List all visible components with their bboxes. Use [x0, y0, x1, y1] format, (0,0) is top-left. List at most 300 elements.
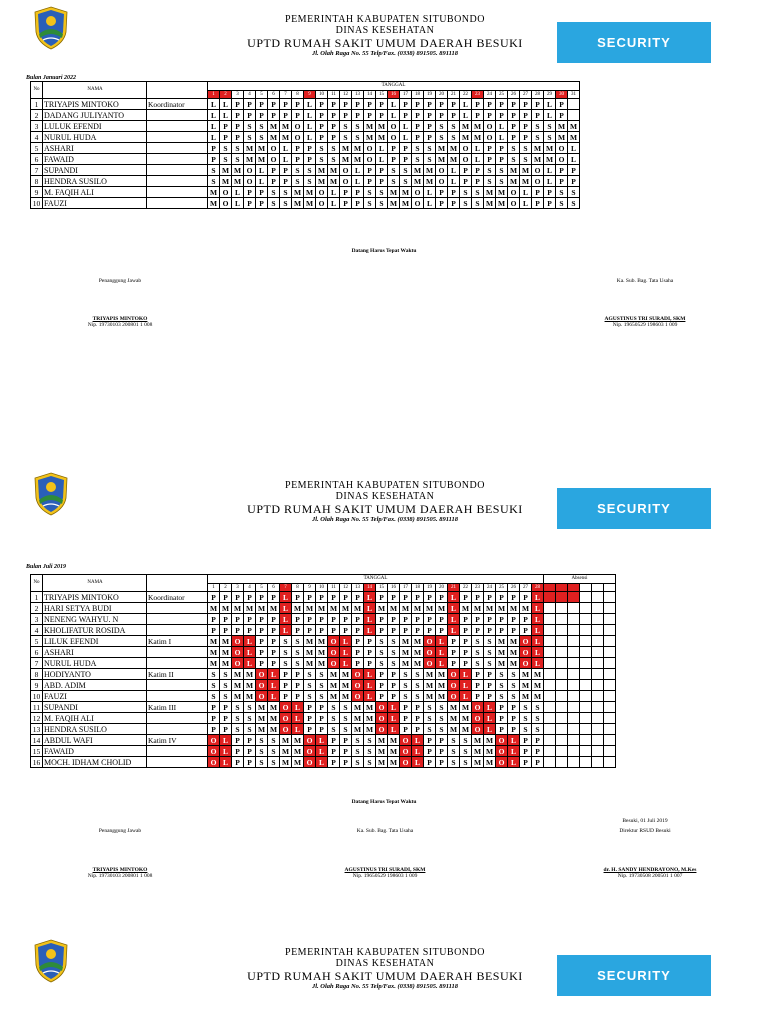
- shift-cell: S: [520, 143, 532, 154]
- shift-cell: L: [532, 603, 544, 614]
- col-role: [147, 575, 208, 592]
- employee-name: FAUZI: [43, 691, 147, 702]
- shift-cell: P: [448, 110, 460, 121]
- shift-cell: P: [388, 592, 400, 603]
- shift-cell: O: [364, 143, 376, 154]
- table-row: [31, 680, 616, 691]
- shift-cell: L: [220, 99, 232, 110]
- shift-cell: M: [532, 669, 544, 680]
- shift-cell: M: [268, 603, 280, 614]
- day-number: 8: [292, 584, 304, 592]
- shift-cell: O: [328, 636, 340, 647]
- shift-cell: M: [496, 658, 508, 669]
- shift-cell: S: [280, 198, 292, 209]
- shift-cell: S: [436, 121, 448, 132]
- shift-cell: M: [352, 702, 364, 713]
- shift-cell: P: [472, 110, 484, 121]
- shift-cell: M: [232, 603, 244, 614]
- shift-cell: P: [520, 757, 532, 768]
- shift-cell: L: [292, 713, 304, 724]
- employee-name: NENENG WAHYU. N: [43, 614, 147, 625]
- shift-cell: P: [436, 110, 448, 121]
- shift-cell: M: [328, 176, 340, 187]
- day-number: 15: [376, 584, 388, 592]
- absensi-cell: [604, 584, 616, 592]
- shift-cell: S: [448, 746, 460, 757]
- shift-cell: S: [244, 713, 256, 724]
- shift-cell: M: [304, 647, 316, 658]
- shift-cell: P: [292, 669, 304, 680]
- shift-cell: O: [256, 691, 268, 702]
- shift-cell: P: [496, 143, 508, 154]
- dept-name: DINAS KESEHATAN: [335, 24, 435, 36]
- gov-name: PEMERINTAH KABUPATEN SITUBONDO: [285, 947, 485, 958]
- table-row: [31, 636, 616, 647]
- shift-cell: S: [220, 143, 232, 154]
- day-number: 3: [232, 91, 244, 99]
- employee-name: LULUK EFENDI: [43, 121, 147, 132]
- shift-cell: L: [340, 636, 352, 647]
- shift-cell: M: [532, 143, 544, 154]
- absensi-cell: [592, 735, 604, 746]
- shift-cell: M: [328, 680, 340, 691]
- shift-cell: S: [256, 735, 268, 746]
- employee-name: NURUL HUDA: [43, 132, 147, 143]
- shift-cell: O: [340, 165, 352, 176]
- employee-role: Katim III: [147, 702, 208, 713]
- absensi-cell: [580, 614, 592, 625]
- shift-cell: S: [244, 702, 256, 713]
- shift-cell: L: [292, 724, 304, 735]
- shift-cell: O: [484, 121, 496, 132]
- shift-cell: S: [400, 691, 412, 702]
- row-number: 1: [31, 592, 43, 603]
- shift-cell: M: [304, 187, 316, 198]
- shift-cell: P: [496, 614, 508, 625]
- shift-cell: L: [412, 757, 424, 768]
- absensi-cell: [604, 592, 616, 603]
- absensi-cell: [592, 691, 604, 702]
- shift-cell: L: [364, 691, 376, 702]
- col-tanggal: TANGGAL: [208, 575, 544, 584]
- shift-cell: S: [508, 691, 520, 702]
- shift-cell: M: [208, 658, 220, 669]
- shift-cell: L: [304, 99, 316, 110]
- shift-cell: P: [532, 99, 544, 110]
- shift-cell: S: [220, 669, 232, 680]
- absensi-cell: [568, 680, 580, 691]
- shift-cell: P: [328, 757, 340, 768]
- shift-cell: P: [376, 99, 388, 110]
- shift-cell: M: [232, 691, 244, 702]
- shift-cell: O: [400, 735, 412, 746]
- shift-cell: P: [364, 176, 376, 187]
- shift-cell: P: [328, 592, 340, 603]
- shift-cell: P: [340, 187, 352, 198]
- day-number: 3: [232, 584, 244, 592]
- shift-cell: S: [448, 121, 460, 132]
- shift-cell: M: [436, 691, 448, 702]
- shift-cell: P: [472, 625, 484, 636]
- employee-role: Koordinator: [147, 592, 208, 603]
- shift-cell: M: [244, 154, 256, 165]
- shift-cell: O: [436, 176, 448, 187]
- shift-cell: M: [412, 647, 424, 658]
- shift-cell: P: [448, 187, 460, 198]
- absensi-cell: [544, 658, 556, 669]
- shift-cell: S: [424, 713, 436, 724]
- shift-cell: P: [340, 110, 352, 121]
- absensi-cell: [592, 757, 604, 768]
- shift-cell: M: [400, 198, 412, 209]
- shift-cell: S: [232, 702, 244, 713]
- shift-cell: P: [460, 165, 472, 176]
- absensi-cell: [568, 592, 580, 603]
- absensi-cell: [604, 603, 616, 614]
- absensi-cell: [604, 669, 616, 680]
- shift-cell: M: [484, 198, 496, 209]
- shift-cell: P: [436, 625, 448, 636]
- shift-cell: M: [400, 187, 412, 198]
- security-badge: SECURITY: [557, 22, 711, 63]
- shift-cell: P: [352, 198, 364, 209]
- month-label: Bulan Juli 2019: [26, 564, 67, 570]
- shift-cell: O: [496, 757, 508, 768]
- employee-role: [147, 746, 208, 757]
- shift-cell: S: [268, 187, 280, 198]
- absensi-cell: [580, 735, 592, 746]
- shift-cell: S: [376, 187, 388, 198]
- shift-cell: S: [364, 198, 376, 209]
- shift-cell: P: [448, 647, 460, 658]
- shift-cell: P: [508, 614, 520, 625]
- shift-cell: L: [268, 680, 280, 691]
- shift-cell: O: [376, 713, 388, 724]
- shift-cell: S: [388, 658, 400, 669]
- table-row: [31, 99, 580, 110]
- shift-cell: L: [220, 757, 232, 768]
- absensi-cell: [556, 669, 568, 680]
- day-number: 21: [448, 91, 460, 99]
- shift-cell: S: [484, 658, 496, 669]
- signer-name: AGUSTINUS TRI SURADI, SKM: [604, 316, 686, 322]
- absensi-cell: [592, 713, 604, 724]
- shift-cell: M: [268, 713, 280, 724]
- shift-cell: L: [292, 702, 304, 713]
- shift-cell: M: [484, 746, 496, 757]
- shift-cell: S: [556, 198, 568, 209]
- absensi-cell: [568, 614, 580, 625]
- shift-cell: O: [364, 154, 376, 165]
- shift-cell: M: [376, 757, 388, 768]
- shift-cell: M: [496, 187, 508, 198]
- absensi-cell: [592, 680, 604, 691]
- shift-cell: M: [244, 691, 256, 702]
- shift-cell: S: [532, 724, 544, 735]
- shift-cell: S: [472, 647, 484, 658]
- shift-cell: S: [256, 121, 268, 132]
- shift-cell: P: [340, 735, 352, 746]
- absensi-cell: [604, 735, 616, 746]
- day-number: 2: [220, 91, 232, 99]
- shift-cell: P: [496, 154, 508, 165]
- shift-cell: P: [208, 614, 220, 625]
- shift-cell: S: [376, 636, 388, 647]
- shift-cell: P: [304, 614, 316, 625]
- shift-cell: P: [304, 713, 316, 724]
- employee-name: M. FAQIH ALI: [43, 713, 147, 724]
- signer-name: TRIYAPIS MINTOKO: [92, 867, 148, 873]
- table-row: [31, 614, 616, 625]
- employee-role: [147, 724, 208, 735]
- shift-cell: O: [304, 746, 316, 757]
- absensi-cell: [568, 724, 580, 735]
- employee-role: [147, 187, 208, 198]
- row-number: 4: [31, 132, 43, 143]
- shift-cell: M: [412, 176, 424, 187]
- shift-cell: M: [316, 603, 328, 614]
- signature-title: Penanggung Jawab: [98, 278, 142, 284]
- shift-cell: S: [412, 691, 424, 702]
- shift-cell: L: [364, 680, 376, 691]
- shift-cell: P: [424, 746, 436, 757]
- shift-cell: L: [448, 165, 460, 176]
- shift-cell: M: [316, 658, 328, 669]
- shift-cell: L: [532, 658, 544, 669]
- day-number: 26: [508, 91, 520, 99]
- shift-cell: P: [544, 198, 556, 209]
- absensi-cell: [544, 691, 556, 702]
- shift-cell: S: [484, 165, 496, 176]
- hospital-name: UPTD RUMAH SAKIT UMUM DAERAH BESUKI: [247, 968, 523, 983]
- day-number: 9: [304, 584, 316, 592]
- shift-cell: M: [496, 603, 508, 614]
- signature-right-name: [575, 316, 715, 328]
- shift-cell: O: [376, 702, 388, 713]
- shift-cell: S: [532, 713, 544, 724]
- absensi-cell: [544, 636, 556, 647]
- absensi-cell: [592, 636, 604, 647]
- shift-cell: S: [352, 121, 364, 132]
- shift-cell: M: [508, 658, 520, 669]
- table-row: [31, 198, 580, 209]
- shift-cell: P: [460, 636, 472, 647]
- shift-cell: O: [472, 713, 484, 724]
- shift-cell: P: [232, 625, 244, 636]
- shift-cell: S: [532, 121, 544, 132]
- shift-cell: P: [508, 724, 520, 735]
- hospital-name: UPTD RUMAH SAKIT UMUM DAERAH BESUKI: [247, 501, 523, 516]
- shift-cell: S: [376, 647, 388, 658]
- employee-name: SUPANDI: [43, 165, 147, 176]
- shift-cell: L: [388, 702, 400, 713]
- shift-cell: P: [412, 132, 424, 143]
- shift-cell: L: [484, 713, 496, 724]
- signature-right: [590, 828, 700, 834]
- absensi-cell: [568, 735, 580, 746]
- shift-cell: S: [424, 154, 436, 165]
- shift-cell: M: [352, 154, 364, 165]
- shift-cell: M: [520, 691, 532, 702]
- gov-name: PEMERINTAH KABUPATEN SITUBONDO: [285, 14, 485, 25]
- absensi-cell: [556, 592, 568, 603]
- shift-cell: L: [280, 603, 292, 614]
- shift-cell: S: [328, 713, 340, 724]
- shift-cell: P: [340, 614, 352, 625]
- shift-cell: S: [436, 702, 448, 713]
- shift-cell: P: [400, 154, 412, 165]
- signature-title: Ka. Sub. Bag. Tata Usaha: [616, 278, 674, 284]
- shift-cell: S: [520, 713, 532, 724]
- shift-cell: L: [484, 702, 496, 713]
- shift-cell: S: [352, 746, 364, 757]
- shift-cell: M: [556, 132, 568, 143]
- shift-cell: P: [352, 625, 364, 636]
- shift-cell: O: [400, 746, 412, 757]
- signature-left: [70, 828, 170, 834]
- shift-cell: S: [448, 132, 460, 143]
- shift-cell: L: [328, 187, 340, 198]
- shift-cell: M: [460, 132, 472, 143]
- shift-cell: P: [508, 592, 520, 603]
- letterhead: [0, 933, 768, 997]
- shift-cell: M: [460, 121, 472, 132]
- shift-cell: S: [460, 757, 472, 768]
- shift-cell: P: [268, 592, 280, 603]
- notice-text: Datang Harus Tepat Waktu: [351, 248, 417, 254]
- shift-cell: P: [232, 121, 244, 132]
- day-number: 23: [472, 91, 484, 99]
- shift-cell: L: [508, 757, 520, 768]
- shift-cell: M: [292, 757, 304, 768]
- header-row: [31, 82, 580, 91]
- employee-role: [147, 691, 208, 702]
- shift-cell: P: [280, 176, 292, 187]
- shift-cell: O: [328, 658, 340, 669]
- shift-cell: O: [328, 647, 340, 658]
- shift-cell: P: [484, 691, 496, 702]
- day-number: 4: [244, 584, 256, 592]
- shift-cell: S: [328, 724, 340, 735]
- shift-cell: L: [244, 658, 256, 669]
- shift-cell: P: [220, 625, 232, 636]
- employee-name: TRIYAPIS MINTOKO: [43, 592, 147, 603]
- shift-cell: L: [412, 735, 424, 746]
- day-number: 18: [412, 91, 424, 99]
- shift-cell: S: [268, 735, 280, 746]
- shift-cell: P: [232, 614, 244, 625]
- row-number: 2: [31, 603, 43, 614]
- shift-cell: M: [436, 603, 448, 614]
- table-row: [31, 132, 580, 143]
- shift-cell: P: [232, 757, 244, 768]
- shift-cell: P: [256, 625, 268, 636]
- shift-cell: M: [220, 647, 232, 658]
- absensi-cell: [580, 603, 592, 614]
- shift-cell: M: [448, 724, 460, 735]
- shift-cell: M: [376, 735, 388, 746]
- shift-cell: P: [400, 99, 412, 110]
- shift-cell: S: [568, 198, 580, 209]
- shift-cell: P: [400, 724, 412, 735]
- shift-cell: P: [436, 187, 448, 198]
- shift-cell: S: [208, 680, 220, 691]
- shift-cell: P: [328, 625, 340, 636]
- shift-cell: P: [496, 702, 508, 713]
- shift-cell: P: [328, 110, 340, 121]
- shift-cell: M: [472, 757, 484, 768]
- shift-cell: P: [424, 99, 436, 110]
- shift-cell: M: [328, 165, 340, 176]
- absensi-cell: [556, 702, 568, 713]
- day-number: 20: [436, 584, 448, 592]
- shift-cell: L: [364, 603, 376, 614]
- shift-cell: O: [280, 713, 292, 724]
- shift-cell: L: [568, 143, 580, 154]
- shift-cell: P: [424, 592, 436, 603]
- day-number: 4: [244, 91, 256, 99]
- absensi-cell: [580, 746, 592, 757]
- shift-cell: L: [340, 647, 352, 658]
- day-number: 13: [352, 584, 364, 592]
- shift-cell: P: [532, 746, 544, 757]
- shift-cell: L: [460, 680, 472, 691]
- shift-cell: L: [316, 735, 328, 746]
- month-label: Bulan Januari 2022: [26, 75, 77, 81]
- absensi-cell: [544, 647, 556, 658]
- shift-cell: P: [316, 99, 328, 110]
- shift-cell: O: [532, 176, 544, 187]
- shift-cell: S: [376, 658, 388, 669]
- employee-name: ABD. ADIM: [43, 680, 147, 691]
- shift-cell: M: [364, 713, 376, 724]
- day-number: 13: [352, 91, 364, 99]
- dept-name: DINAS KESEHATAN: [335, 957, 435, 969]
- regency-logo-icon: [33, 939, 69, 983]
- shift-cell: M: [544, 154, 556, 165]
- shift-cell: M: [472, 132, 484, 143]
- shift-cell: P: [424, 132, 436, 143]
- employee-role: [147, 757, 208, 768]
- shift-cell: P: [508, 625, 520, 636]
- row-number: 4: [31, 625, 43, 636]
- signature-mid-name: [305, 867, 465, 879]
- shift-cell: S: [472, 198, 484, 209]
- shift-cell: M: [304, 636, 316, 647]
- absensi-cell: [544, 603, 556, 614]
- shift-cell: M: [412, 165, 424, 176]
- employee-name: HENDRA SUSILO: [43, 724, 147, 735]
- absensi-cell: [556, 603, 568, 614]
- employee-name: FAUZI: [43, 198, 147, 209]
- shift-cell: L: [436, 647, 448, 658]
- shift-cell: P: [244, 592, 256, 603]
- shift-cell: P: [412, 99, 424, 110]
- shift-cell: S: [292, 647, 304, 658]
- shift-cell: L: [532, 647, 544, 658]
- shift-cell: P: [424, 121, 436, 132]
- shift-cell: M: [388, 603, 400, 614]
- shift-cell: P: [424, 757, 436, 768]
- shift-cell: P: [508, 99, 520, 110]
- shift-cell: O: [220, 187, 232, 198]
- shift-cell: M: [244, 143, 256, 154]
- table-row: [31, 603, 616, 614]
- shift-cell: O: [424, 658, 436, 669]
- shift-cell: M: [376, 121, 388, 132]
- notice-text: Datang Harus Tepat Waktu: [351, 799, 417, 805]
- absensi-cell: [592, 647, 604, 658]
